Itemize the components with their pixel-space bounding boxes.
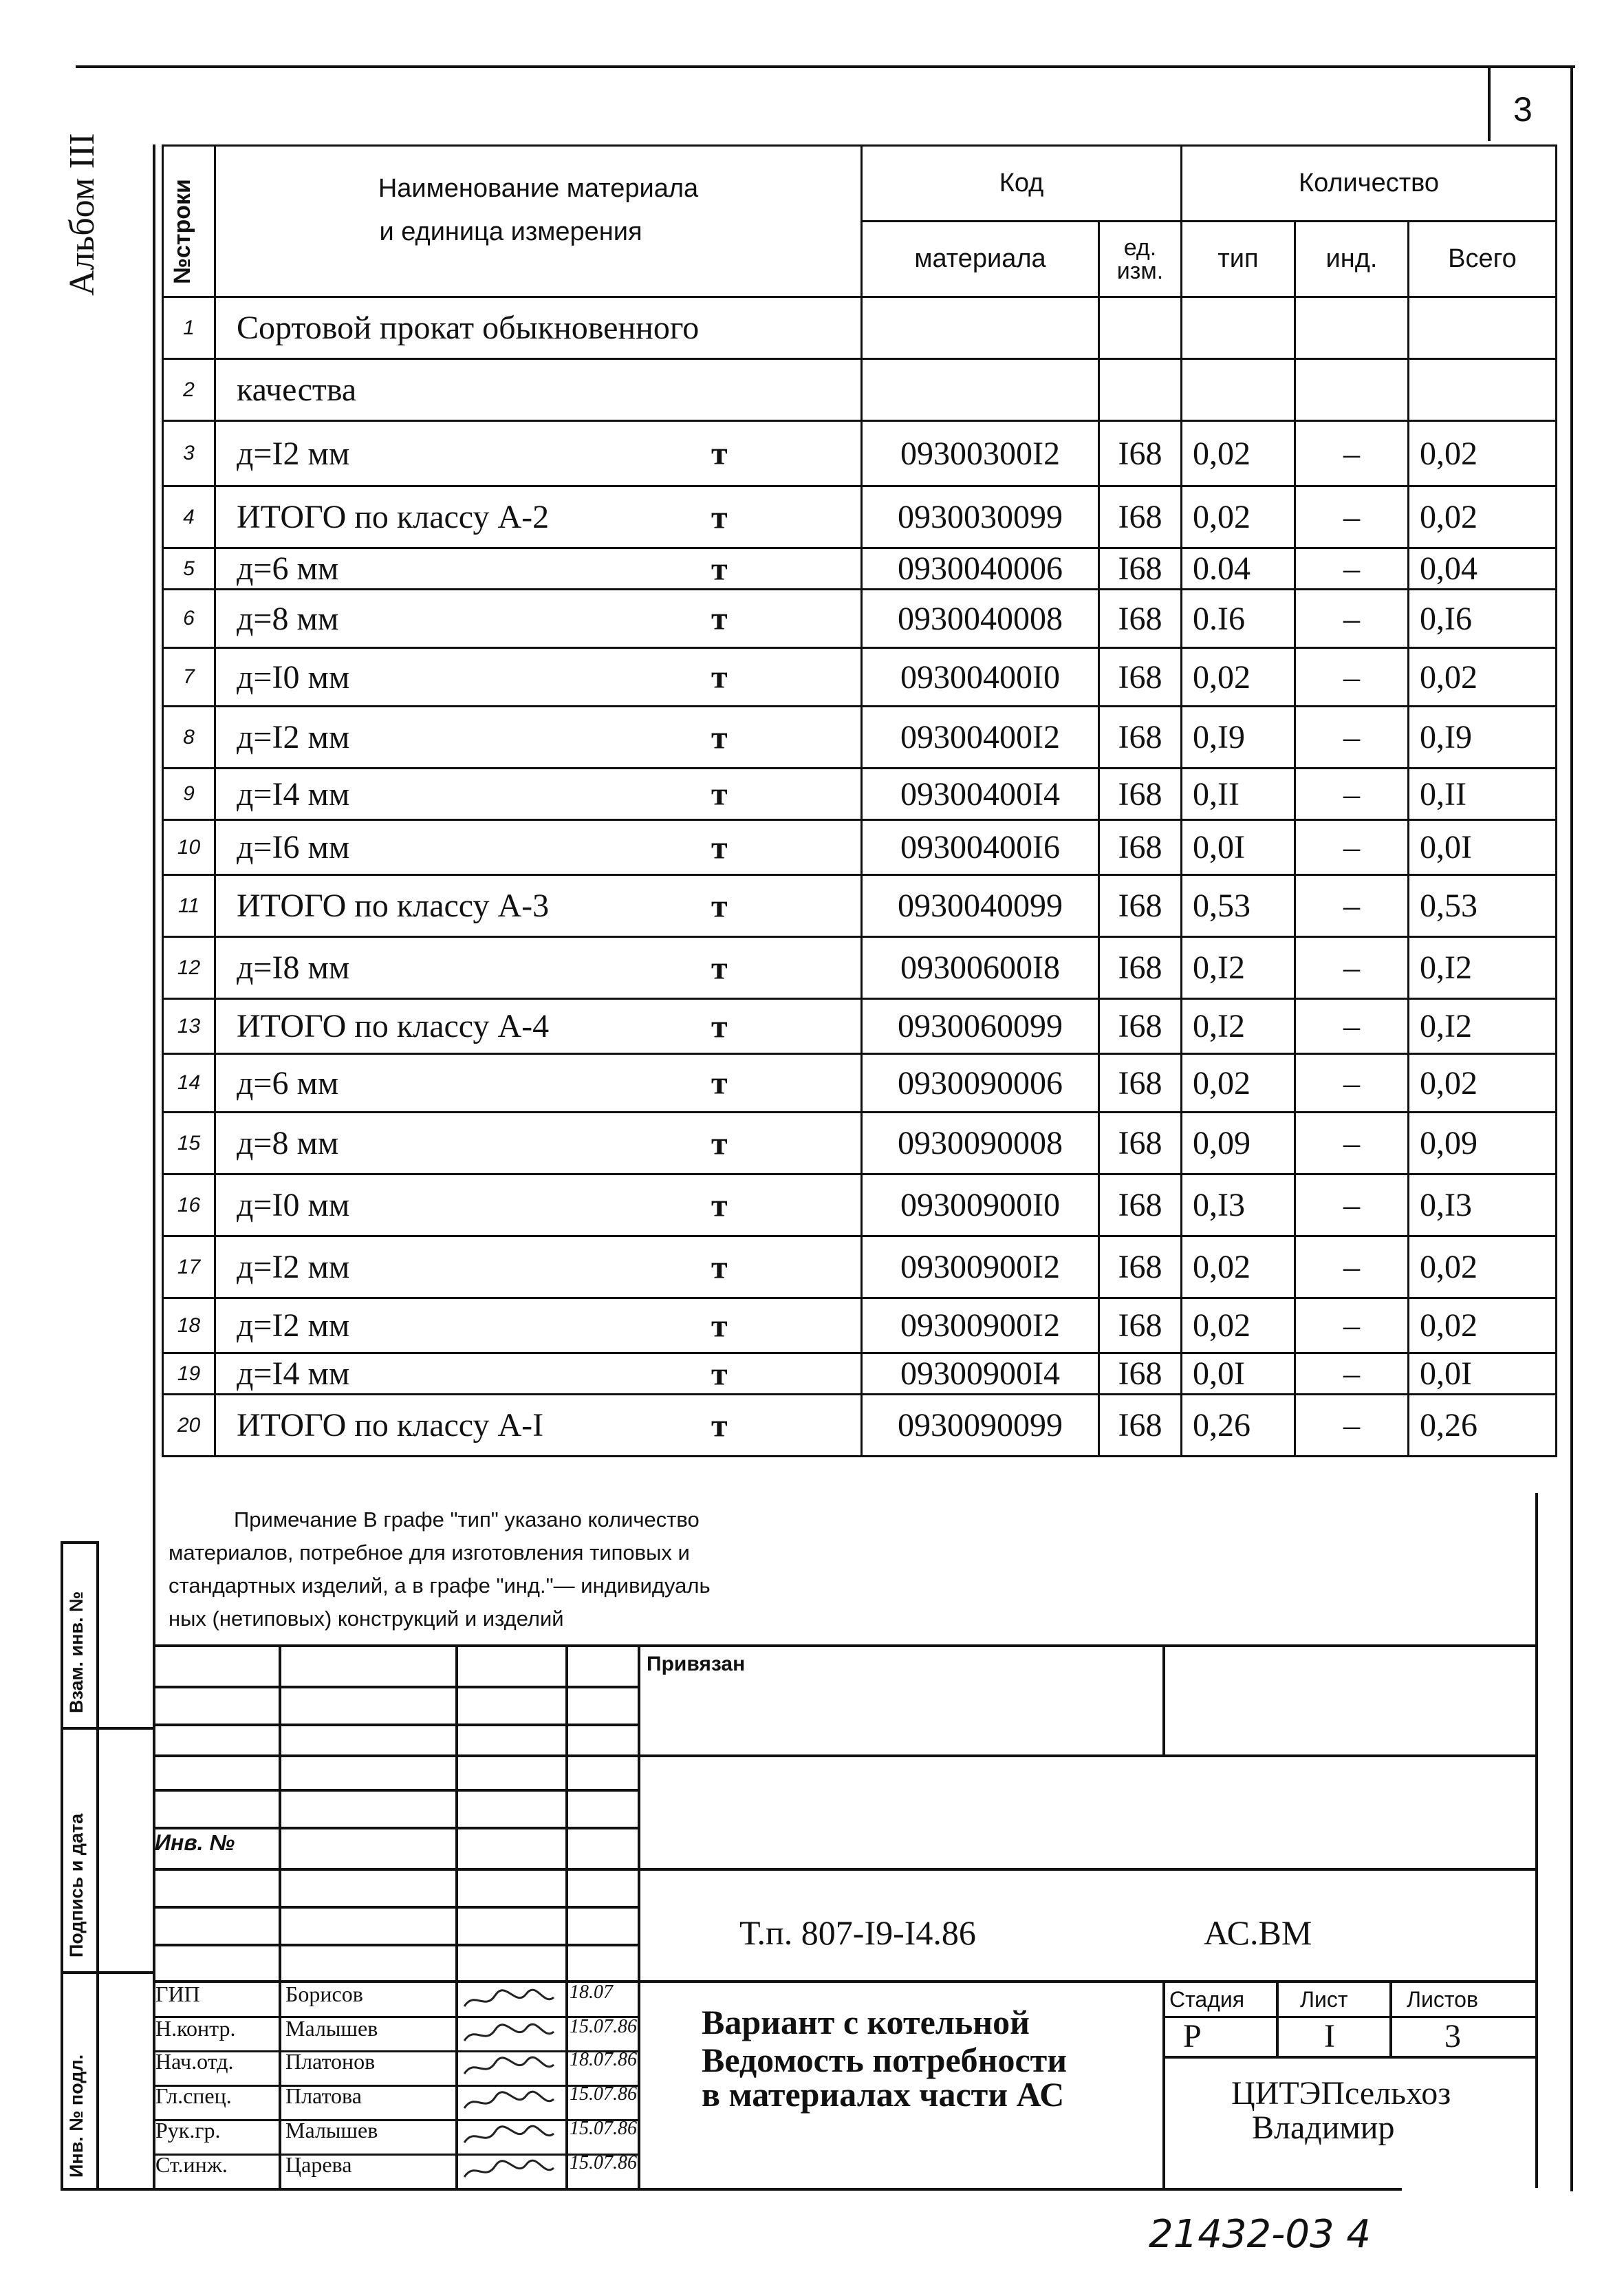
row-qty-type	[1182, 359, 1295, 421]
row-code: 09300400I2	[862, 707, 1099, 769]
stamp-role: ГИП	[155, 1982, 200, 2006]
row-number: 11	[163, 875, 215, 937]
row-code: 0930040008	[862, 590, 1099, 648]
row-number: 4	[163, 486, 215, 548]
signature-mark	[461, 2089, 557, 2109]
row-unit: т	[711, 1307, 728, 1344]
signature-mark	[461, 1987, 557, 2008]
row-number: 15	[163, 1113, 215, 1174]
stamp-doc-mark: АС.ВМ	[1204, 1913, 1312, 1952]
row-unit: т	[711, 775, 728, 813]
row-name	[215, 1054, 862, 1113]
stamp-top	[153, 1644, 1538, 1647]
row-name-text: ИТОГО по классу А-3	[237, 888, 550, 924]
stamp-person-name: Малышев	[285, 2016, 378, 2041]
row-name-text: д=I0 мм	[237, 658, 350, 696]
signature-mark	[461, 2123, 557, 2144]
row-code	[862, 359, 1099, 421]
row-number: 17	[163, 1236, 215, 1298]
header-qty-type: тип	[1182, 222, 1295, 297]
row-qty-total: 0,0I	[1409, 1353, 1557, 1395]
signature-mark	[461, 2158, 557, 2178]
row-unit-code: I68	[1099, 1298, 1182, 1353]
row-qty-total: 0,I6	[1409, 590, 1557, 648]
stamp-sheets-label: Листов	[1407, 1987, 1478, 2012]
stamp-title-3: в материалах части АС	[702, 2075, 1065, 2114]
row-name	[215, 1353, 862, 1395]
row-qty-ind: –	[1295, 648, 1409, 707]
row-qty-ind: –	[1295, 548, 1409, 590]
row-name-text: д=I2 мм	[237, 435, 350, 472]
side-strip-top	[61, 1541, 99, 1544]
row-qty-type: 0,26	[1182, 1395, 1295, 1457]
table-row	[163, 648, 1557, 707]
bottom-number: 21432-03 4	[1149, 2212, 1372, 2257]
row-qty-total: 0,I9	[1409, 707, 1557, 769]
row-name	[215, 1113, 862, 1174]
row-name-text: д=8 мм	[237, 1125, 339, 1161]
table-row	[163, 937, 1557, 999]
side-strip-left	[61, 1541, 63, 2188]
row-number: 19	[163, 1353, 215, 1395]
stamp-date: 15.07.86	[570, 2016, 637, 2037]
row-name-text: д=I8 мм	[237, 949, 350, 986]
row-code: 09300900I0	[862, 1174, 1099, 1236]
row-name	[215, 590, 862, 648]
row-qty-type: 0,02	[1182, 486, 1295, 548]
table-row	[163, 297, 1557, 359]
row-qty-ind: –	[1295, 421, 1409, 486]
side-label-podpis: Подпись и дата	[66, 1813, 87, 1957]
row-name	[215, 359, 862, 421]
stamp-role: Гл.спец.	[155, 2083, 232, 2108]
row-qty-type: 0,02	[1182, 1298, 1295, 1353]
row-qty-total: 0,26	[1409, 1395, 1557, 1457]
row-unit-code: I68	[1099, 548, 1182, 590]
row-qty-ind: –	[1295, 937, 1409, 999]
row-qty-type: 0.04	[1182, 548, 1295, 590]
row-name	[215, 648, 862, 707]
row-number: 16	[163, 1174, 215, 1236]
top-rule	[76, 65, 1575, 68]
row-qty-type	[1182, 297, 1295, 359]
side-divider-1	[61, 1727, 153, 1730]
row-name	[215, 707, 862, 769]
table-row	[163, 820, 1557, 875]
row-unit-code: I68	[1099, 1113, 1182, 1174]
table-row	[163, 769, 1557, 820]
row-qty-ind: –	[1295, 820, 1409, 875]
row-name	[215, 999, 862, 1054]
row-name-text: ИТОГО по классу А-I	[237, 1407, 544, 1443]
row-qty-type: 0,02	[1182, 1054, 1295, 1113]
table-row	[163, 1395, 1557, 1457]
row-qty-ind: –	[1295, 590, 1409, 648]
row-qty-type: 0,I9	[1182, 707, 1295, 769]
table-row	[163, 1236, 1557, 1298]
row-qty-total: 0,53	[1409, 875, 1557, 937]
row-qty-type: 0.I6	[1182, 590, 1295, 648]
row-number: 8	[163, 707, 215, 769]
row-unit: т	[711, 1064, 728, 1102]
row-qty-ind: –	[1295, 1298, 1409, 1353]
stamp-col-5	[1162, 1644, 1165, 1754]
row-name	[215, 486, 862, 548]
row-name-text: ИТОГО по классу А-2	[237, 499, 550, 535]
stamp-title-2: Ведомость потребности	[702, 2041, 1068, 2079]
row-name	[215, 1174, 862, 1236]
stamp-role: Ст.инж.	[155, 2152, 228, 2177]
stamp-person-name: Платонов	[285, 2049, 376, 2074]
row-qty-total: 0,04	[1409, 548, 1557, 590]
row-name-text: качества	[237, 372, 357, 408]
row-unit-code: I68	[1099, 1174, 1182, 1236]
table-row	[163, 1054, 1557, 1113]
stamp-doc-code: Т.п. 807-I9-I4.86	[739, 1913, 976, 1952]
row-unit: т	[711, 1125, 728, 1161]
table-row	[163, 999, 1557, 1054]
stamp-sheet: I	[1324, 2018, 1335, 2054]
album-label: Альбом III	[63, 133, 102, 296]
side-label-inv-podl: Инв. № подл.	[66, 2054, 87, 2178]
row-number: 3	[163, 421, 215, 486]
row-name-text: д=I0 мм	[237, 1187, 350, 1223]
row-code: 09300900I2	[862, 1236, 1099, 1298]
row-name-text: д=I6 мм	[237, 829, 350, 866]
side-strip-bottom	[61, 2188, 1402, 2191]
row-unit: т	[711, 658, 728, 696]
row-code: 0930090099	[862, 1395, 1099, 1457]
materials-table	[162, 144, 1557, 1457]
stamp-person-name: Борисов	[285, 1982, 363, 2006]
row-unit: т	[711, 1355, 728, 1392]
stamp-org-top	[1162, 2056, 1538, 2059]
stamp-sheet-label: Лист	[1300, 1987, 1348, 2012]
row-unit: т	[711, 1249, 728, 1285]
row-number: 9	[163, 769, 215, 820]
note-line-4: ных (нетиповых) конструкций и изделий	[169, 1607, 564, 1631]
row-qty-total	[1409, 297, 1557, 359]
row-qty-type: 0,0I	[1182, 820, 1295, 875]
row-code: 0930040006	[862, 548, 1099, 590]
header-name: Наименование материала и единица измерения	[215, 146, 862, 297]
side-divider-2	[61, 1971, 153, 1974]
row-number: 12	[163, 937, 215, 999]
stamp-col-3	[565, 1644, 568, 2188]
row-name	[215, 297, 862, 359]
stamp-sheets: 3	[1444, 2018, 1461, 2054]
row-code: 0930060099	[862, 999, 1099, 1054]
header-row-no: №строки	[163, 146, 215, 297]
signature-mark	[461, 2054, 557, 2075]
table-row	[163, 486, 1557, 548]
stamp-org-1: ЦИТЭПсельхоз	[1231, 2075, 1451, 2112]
row-unit: т	[711, 499, 728, 535]
row-qty-total: 0,I2	[1409, 937, 1557, 999]
row-code: 09300300I2	[862, 421, 1099, 486]
row-name	[215, 548, 862, 590]
table-row	[163, 1113, 1557, 1174]
row-unit-code: I68	[1099, 937, 1182, 999]
row-qty-total: 0,I2	[1409, 999, 1557, 1054]
stamp-date: 15.07.86	[570, 2118, 637, 2139]
table-row	[163, 1353, 1557, 1395]
row-name-text: д=I2 мм	[237, 1307, 350, 1344]
row-unit: т	[711, 888, 728, 924]
row-qty-total: 0,02	[1409, 486, 1557, 548]
row-qty-total: 0,02	[1409, 1298, 1557, 1353]
table-row	[163, 359, 1557, 421]
header-code-material: материала	[862, 222, 1099, 297]
row-unit-code: I68	[1099, 875, 1182, 937]
row-qty-type: 0,02	[1182, 648, 1295, 707]
note-block	[169, 1503, 711, 1635]
row-number: 6	[163, 590, 215, 648]
row-code: 09300900I2	[862, 1298, 1099, 1353]
stamp-stage-divider	[1162, 2016, 1538, 2018]
row-name-text: д=I4 мм	[237, 775, 350, 813]
stamp-col-1	[279, 1644, 281, 2188]
row-unit-code	[1099, 297, 1182, 359]
row-qty-type: 0,02	[1182, 1236, 1295, 1298]
stamp-row-6	[153, 1868, 1538, 1871]
row-qty-type: 0,02	[1182, 421, 1295, 486]
page-right-border	[1570, 65, 1573, 2191]
row-qty-ind: –	[1295, 1395, 1409, 1457]
row-qty-type: 0,09	[1182, 1113, 1295, 1174]
row-unit-code: I68	[1099, 999, 1182, 1054]
row-number: 18	[163, 1298, 215, 1353]
row-unit: т	[711, 1187, 728, 1223]
row-number: 7	[163, 648, 215, 707]
row-code: 0930030099	[862, 486, 1099, 548]
header-code-unit: ед. изм.	[1099, 222, 1182, 297]
row-qty-ind: –	[1295, 999, 1409, 1054]
row-unit: т	[711, 600, 728, 637]
row-unit-code: I68	[1099, 1353, 1182, 1395]
row-unit: т	[711, 719, 728, 755]
side-label-vzam: Взам. инв. №	[66, 1591, 87, 1713]
stamp-right	[1535, 1493, 1538, 2188]
row-qty-total: 0,I3	[1409, 1174, 1557, 1236]
header-quantity: Количество	[1182, 146, 1557, 222]
row-qty-total: 0,02	[1409, 421, 1557, 486]
row-name-text: ИТОГО по классу А-4	[237, 1008, 550, 1044]
row-name	[215, 875, 862, 937]
row-name-text: д=6 мм	[237, 550, 339, 587]
row-qty-ind: –	[1295, 1054, 1409, 1113]
row-qty-total: 0,0I	[1409, 820, 1557, 875]
stamp-col-8	[1389, 1980, 1392, 2056]
row-number: 1	[163, 297, 215, 359]
row-unit-code: I68	[1099, 648, 1182, 707]
row-qty-type: 0,53	[1182, 875, 1295, 937]
stamp-person-name: Платова	[285, 2083, 362, 2108]
row-qty-type: 0,II	[1182, 769, 1295, 820]
stamp-date: 18.07	[570, 1982, 613, 2003]
stamp-person-name: Царева	[285, 2152, 352, 2177]
row-unit-code: I68	[1099, 820, 1182, 875]
row-name	[215, 820, 862, 875]
row-name-text: д=I4 мм	[237, 1355, 350, 1392]
row-number: 5	[163, 548, 215, 590]
row-unit-code	[1099, 359, 1182, 421]
row-unit-code: I68	[1099, 1054, 1182, 1113]
row-name-text: Сортовой прокат обыкновенного	[237, 310, 700, 346]
row-name-text: д=6 мм	[237, 1064, 339, 1102]
page-number: 3	[1513, 90, 1533, 129]
stamp-title-1: Вариант с котельной	[702, 2003, 1030, 2041]
stamp-col-7	[1276, 1980, 1279, 2056]
row-qty-type: 0,0I	[1182, 1353, 1295, 1395]
stamp-row-3	[153, 1754, 1538, 1757]
row-qty-ind: –	[1295, 1236, 1409, 1298]
stamp-inv-no: Инв. №	[155, 1830, 235, 1855]
stamp-stage-label: Стадия	[1169, 1987, 1245, 2012]
row-unit-code: I68	[1099, 421, 1182, 486]
note-line-2: материалов, потребное для изготовления типовых и	[169, 1540, 690, 1565]
row-qty-total: 0,II	[1409, 769, 1557, 820]
table-row	[163, 421, 1557, 486]
row-unit: т	[711, 829, 728, 866]
row-unit-code: I68	[1099, 486, 1182, 548]
stamp-role: Нач.отд.	[155, 2049, 234, 2074]
table-row	[163, 1174, 1557, 1236]
note-box-left	[153, 1493, 155, 1644]
table-left-border	[153, 144, 155, 2188]
table-row	[163, 590, 1557, 648]
row-name	[215, 1236, 862, 1298]
note-line-3: стандартных изделий, а в графе "инд."— индивидуаль	[169, 1574, 711, 1598]
row-code: 09300600I8	[862, 937, 1099, 999]
row-qty-total: 0,02	[1409, 1054, 1557, 1113]
row-qty-ind: –	[1295, 486, 1409, 548]
row-code	[862, 297, 1099, 359]
row-qty-ind: –	[1295, 1353, 1409, 1395]
header-qty-ind: инд.	[1295, 222, 1409, 297]
stamp-org-2: Владимир	[1252, 2109, 1395, 2146]
stamp-role: Рук.гр.	[155, 2118, 221, 2143]
row-number: 20	[163, 1395, 215, 1457]
row-qty-ind: –	[1295, 875, 1409, 937]
row-number: 14	[163, 1054, 215, 1113]
row-code: 0930090008	[862, 1113, 1099, 1174]
row-name	[215, 769, 862, 820]
row-qty-ind: –	[1295, 1113, 1409, 1174]
header-qty-total: Всего	[1409, 222, 1557, 297]
row-unit: т	[711, 1008, 728, 1044]
row-qty-ind	[1295, 297, 1409, 359]
row-unit-code: I68	[1099, 590, 1182, 648]
stamp-role: Н.контр.	[155, 2016, 236, 2041]
row-name	[215, 937, 862, 999]
row-code: 0930090006	[862, 1054, 1099, 1113]
stamp-col-6	[1162, 1980, 1165, 2188]
row-unit-code: I68	[1099, 1395, 1182, 1457]
table-row	[163, 707, 1557, 769]
row-name	[215, 1298, 862, 1353]
stamp-date: 15.07.86	[570, 2152, 637, 2173]
row-name	[215, 1395, 862, 1457]
row-number: 10	[163, 820, 215, 875]
row-name	[215, 421, 862, 486]
note-line-1: Примечание В графе "тип" указано количество	[234, 1507, 700, 1532]
row-qty-total: 0,02	[1409, 648, 1557, 707]
row-unit: т	[711, 435, 728, 472]
header-code: Код	[862, 146, 1182, 222]
table-row	[163, 548, 1557, 590]
row-qty-total	[1409, 359, 1557, 421]
row-unit-code: I68	[1099, 707, 1182, 769]
stamp-date: 18.07.86	[570, 2049, 637, 2070]
stamp-col-2	[455, 1644, 458, 2188]
side-strip-mid	[96, 1541, 99, 2188]
page-number-box-left	[1488, 65, 1491, 141]
table-row	[163, 1298, 1557, 1353]
row-number: 2	[163, 359, 215, 421]
row-qty-ind: –	[1295, 707, 1409, 769]
row-number: 13	[163, 999, 215, 1054]
stamp-privyazan: Привязан	[647, 1653, 746, 1675]
row-qty-ind: –	[1295, 1174, 1409, 1236]
stamp-person-name: Малышев	[285, 2118, 378, 2143]
row-code: 09300400I4	[862, 769, 1099, 820]
row-qty-type: 0,I2	[1182, 999, 1295, 1054]
row-code: 09300900I4	[862, 1353, 1099, 1395]
row-name-text: д=I2 мм	[237, 719, 350, 755]
row-qty-ind	[1295, 359, 1409, 421]
row-unit: т	[711, 550, 728, 587]
row-code: 09300400I6	[862, 820, 1099, 875]
row-qty-type: 0,I2	[1182, 937, 1295, 999]
row-code: 09300400I0	[862, 648, 1099, 707]
stamp-date: 15.07.86	[570, 2083, 637, 2105]
signature-mark	[461, 2021, 557, 2042]
table-row	[163, 875, 1557, 937]
row-qty-type: 0,I3	[1182, 1174, 1295, 1236]
row-unit-code: I68	[1099, 769, 1182, 820]
row-unit: т	[711, 949, 728, 986]
row-qty-ind: –	[1295, 769, 1409, 820]
row-code: 0930040099	[862, 875, 1099, 937]
row-name-text: д=I2 мм	[237, 1249, 350, 1285]
stamp-stage: Р	[1183, 2018, 1202, 2054]
row-unit: т	[711, 1407, 728, 1443]
row-qty-total: 0,02	[1409, 1236, 1557, 1298]
row-name-text: д=8 мм	[237, 600, 339, 637]
row-qty-total: 0,09	[1409, 1113, 1557, 1174]
row-unit-code: I68	[1099, 1236, 1182, 1298]
stamp-col-4	[638, 1644, 640, 2188]
